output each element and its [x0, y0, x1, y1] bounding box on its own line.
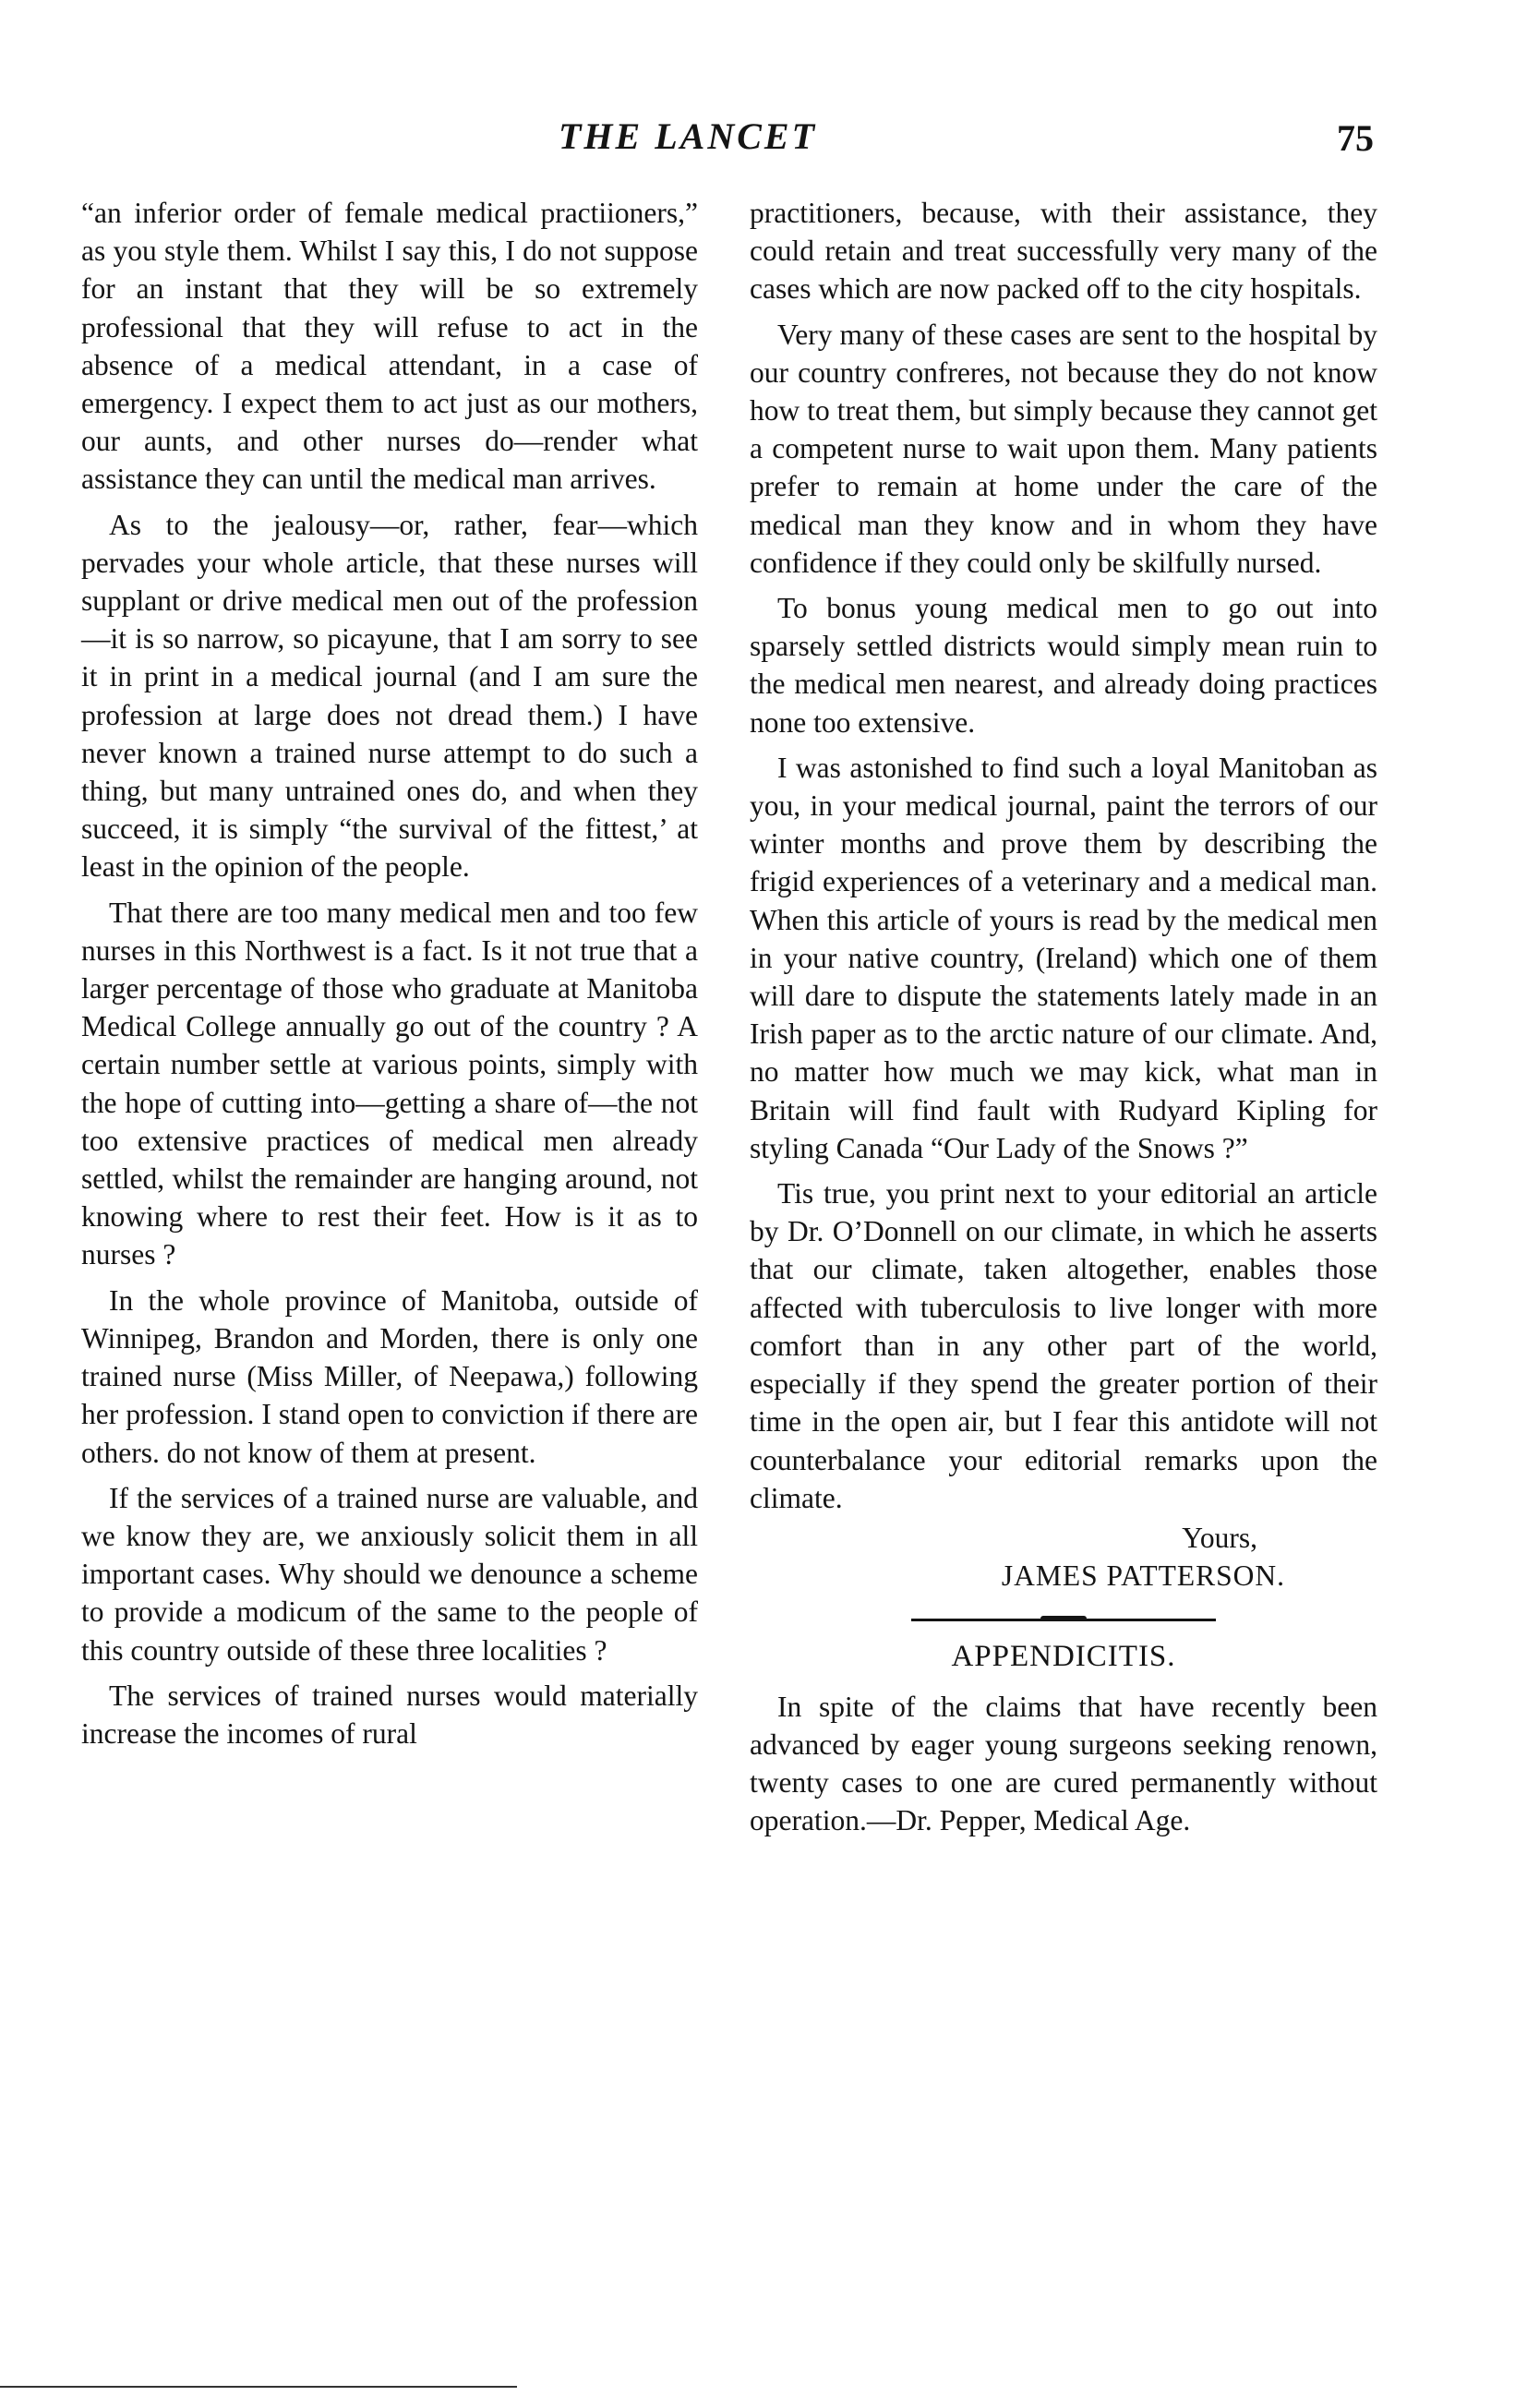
section-title: APPENDICITIS.	[951, 1640, 1176, 1674]
right-column	[750, 194, 1377, 1847]
paragraph: practitioners, because, with their assistance, they could retain and treat successfully very many of the cases which are now packed off to the city hospitals.	[750, 197, 1377, 306]
signoff-yours: Yours,	[1182, 1521, 1257, 1554]
running-head	[0, 114, 1515, 166]
paragraph: Very many of these cases are sent to the hospital by our country confreres, not because they do not know how to treat them, but simply because they cannot get a competent nurse to wait upon them. Many patients prefer to remain at home under the care of the medical man they know and in whom they have confidence if they could only be skilfully nursed.	[750, 318, 1377, 579]
footer-rule	[0, 2386, 517, 2388]
paragraph: “an inferior order of female medical practiioners,” as you style them. Whilst I say this, I do not suppose for an instant that they will be so extremely professional that they will refuse to act in the absence of a medical attendant, in a case of emergency. I expect them to act just as our mothers, our aunts, and other nurses do—render what assistance they can until the medical man arrives.	[81, 197, 698, 496]
paragraph: To bonus young medical men to go out into sparsely settled districts would simply mean ruin to the medical men nearest, and already doing practices none too extensive.	[750, 592, 1377, 739]
paragraph: That there are too many medical men and too few nurses in this Northwest is a fact. Is it not true that a larger percentage of those who graduate at Manitoba Medical College annually go out of the country ? A certain number settle at various points, simply with the hope of cutting into—getting a share of—the not too extensive practices of medical men already settled, whilst the remainder are hanging around, not knowing where to rest their feet. How is it as to nurses ?	[81, 896, 698, 1271]
section-divider	[911, 1619, 1216, 1621]
letter-signoff	[750, 1519, 1377, 1595]
paragraph: I was astonished to find such a loyal Manitoban as you, in your medical journal, paint the terrors of our winter months and prove them by describing the frigid experiences of a veterinary and a medical man. When this article of yours is read by the medical men in your native country, (Ireland) which one of them will dare to dispute the statements lately made in an Irish paper as to the arctic nature of our climate. And, no matter how much we may kick, what man in Britain will find fault with Rudyard Kipling for styling Canada “Our Lady of the Snows ?”	[750, 751, 1377, 1164]
signoff-name: JAMES PATTERSON.	[1001, 1559, 1285, 1593]
paragraph: If the services of a trained nurse are valuable, and we know they are, we anxiously solicit them in all important cases. Why should we denounce a scheme to provide a modicum of the same to the people of this country outside of these three localities ?	[81, 1481, 698, 1667]
paragraph: Tis true, you print next to your editorial an article by Dr. O’Donnell on our climate, in which he asserts that our climate, taken altogether, enables those affected with tuberculosis to live longer with more comfort than in any other part of the world, especially if they spend the greater portion of their time in the open air, but I fear this antidote will not counterbalance your editorial remarks upon the climate.	[750, 1177, 1377, 1514]
paragraph: In spite of the claims that have recently been advanced by eager young surgeons seeking renown, twenty cases to one are cured permanently without operation.—Dr. Pepper, Medical Age.	[750, 1690, 1377, 1837]
journal-title: THE LANCET	[559, 115, 818, 157]
page-number: 75	[1337, 117, 1374, 159]
left-column	[81, 194, 698, 1760]
paragraph: In the whole province of Manitoba, outside of Winnipeg, Brandon and Morden, there is only one trained nurse (Miss Miller, of Neepawa,) following her profession. I stand open to conviction if there are others. do not know of them at present.	[81, 1283, 698, 1469]
paragraph: The services of trained nurses would materially increase the incomes of rural	[81, 1679, 698, 1750]
paragraph: As to the jealousy—or, rather, fear—which pervades your whole article, that these nurses will supplant or drive medical men out of the profession—it is so narrow, so picayune, that I am sorry to see it in print in a medical journal (and I am sure the profession at large does not dread them.) I have never known a trained nurse attempt to do such a thing, but many untrained ones do, and when they succeed, it is simply “the survival of the fittest,’ at least in the opinion of the people.	[81, 508, 698, 884]
